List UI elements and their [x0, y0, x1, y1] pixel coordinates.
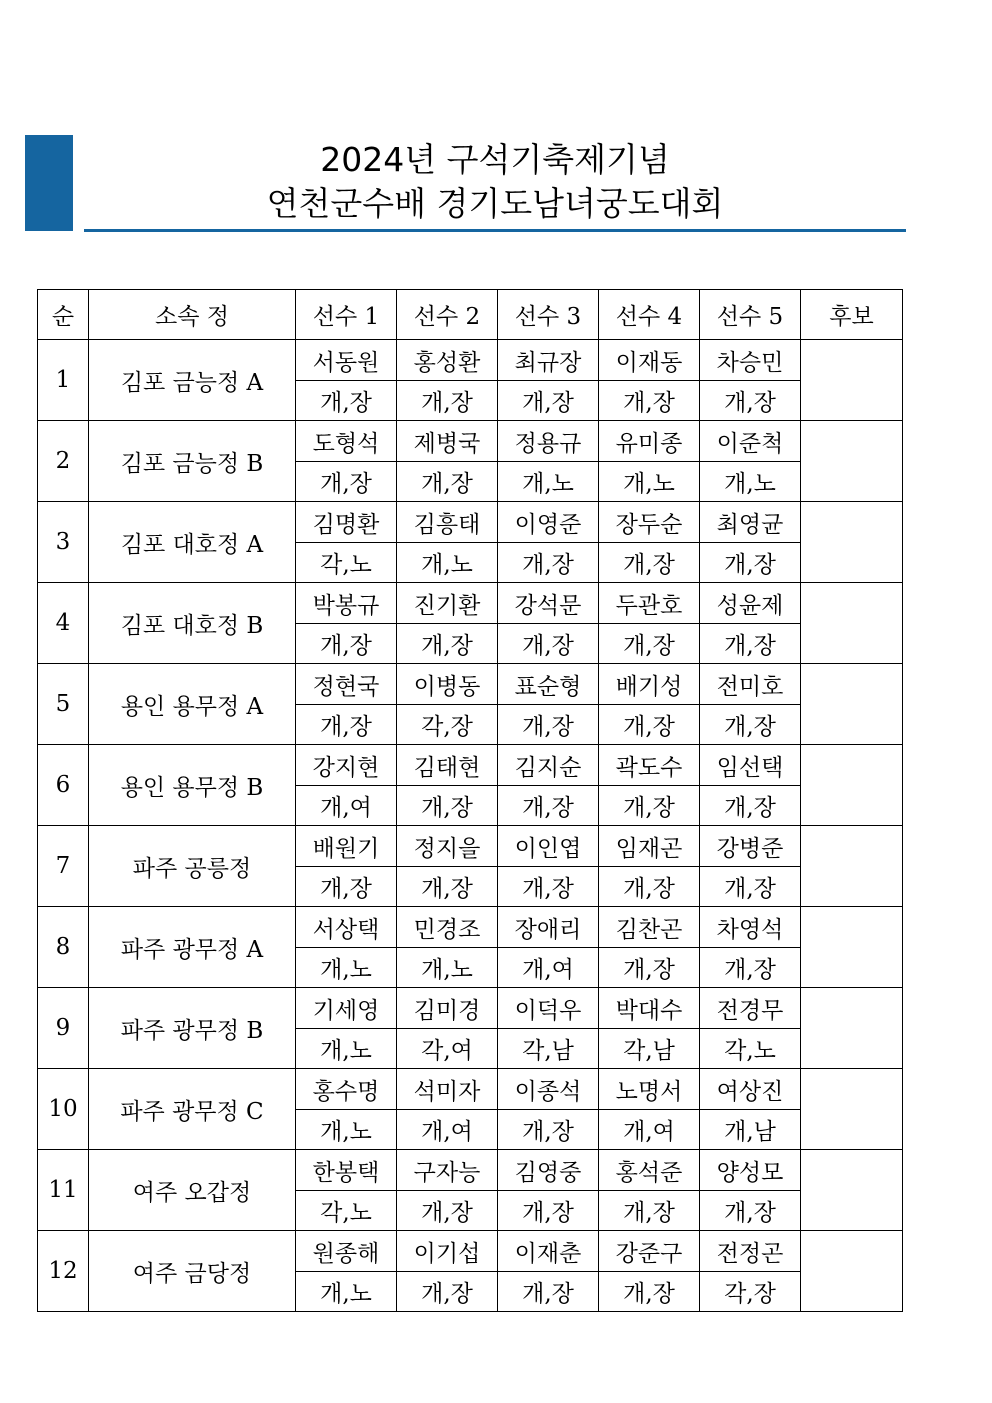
player-name: 도형석 — [296, 421, 397, 462]
player-grade: 각,노 — [296, 543, 397, 583]
player-grade: 개,장 — [397, 462, 498, 502]
player-name: 이영준 — [498, 502, 599, 543]
player-grade: 개,장 — [700, 1191, 801, 1231]
team-substitute — [801, 826, 903, 907]
player-grade: 개,장 — [296, 867, 397, 907]
team-substitute — [801, 340, 903, 421]
player-name: 여상진 — [700, 1069, 801, 1110]
player-grade: 개,장 — [498, 867, 599, 907]
team-club: 용인 용무정 B — [89, 745, 296, 826]
player-name: 이인엽 — [498, 826, 599, 867]
player-name: 구자능 — [397, 1150, 498, 1191]
player-name: 홍석준 — [599, 1150, 700, 1191]
player-name: 배기성 — [599, 664, 700, 705]
player-grade: 개,노 — [599, 462, 700, 502]
player-name: 장애리 — [498, 907, 599, 948]
team-number: 8 — [38, 907, 89, 988]
player-grade: 개,장 — [700, 705, 801, 745]
player-name: 최규장 — [498, 340, 599, 381]
team-club: 파주 광무정 B — [89, 988, 296, 1069]
player-name: 임선택 — [700, 745, 801, 786]
player-name: 두관호 — [599, 583, 700, 624]
roster-body — [38, 340, 903, 1312]
team-club: 파주 광무정 A — [89, 907, 296, 988]
team-club: 김포 대호정 B — [89, 583, 296, 664]
team-row-names — [38, 988, 903, 1029]
team-row-names — [38, 421, 903, 462]
player-name: 민경조 — [397, 907, 498, 948]
player-name: 곽도수 — [599, 745, 700, 786]
player-grade: 각,노 — [700, 1029, 801, 1069]
team-substitute — [801, 1150, 903, 1231]
player-name: 홍성환 — [397, 340, 498, 381]
player-name: 양성모 — [700, 1150, 801, 1191]
player-grade: 개,장 — [498, 1110, 599, 1150]
player-grade: 개,노 — [296, 1110, 397, 1150]
team-substitute — [801, 745, 903, 826]
player-name: 김찬곤 — [599, 907, 700, 948]
player-grade: 각,남 — [498, 1029, 599, 1069]
team-substitute — [801, 1231, 903, 1312]
player-grade: 개,장 — [700, 867, 801, 907]
player-grade: 개,장 — [397, 381, 498, 421]
player-grade: 개,장 — [397, 1272, 498, 1312]
player-name: 정지을 — [397, 826, 498, 867]
title-line-2: 연천군수배 경기도남녀궁도대회 — [266, 184, 724, 223]
player-name: 원종해 — [296, 1231, 397, 1272]
player-name: 성윤제 — [700, 583, 801, 624]
player-grade: 개,노 — [296, 1029, 397, 1069]
team-substitute — [801, 907, 903, 988]
team-substitute — [801, 421, 903, 502]
player-name: 임재곤 — [599, 826, 700, 867]
player-name: 이덕우 — [498, 988, 599, 1029]
player-grade: 개,장 — [700, 948, 801, 988]
team-row-names — [38, 1069, 903, 1110]
player-grade: 개,장 — [498, 705, 599, 745]
player-grade: 개,노 — [296, 948, 397, 988]
player-name: 이병동 — [397, 664, 498, 705]
player-name: 차영석 — [700, 907, 801, 948]
title-line-1: 2024년 구석기축제기념 — [320, 140, 670, 179]
player-name: 정용규 — [498, 421, 599, 462]
player-grade: 개,노 — [296, 1272, 397, 1312]
player-name: 이기섭 — [397, 1231, 498, 1272]
player-name: 이재동 — [599, 340, 700, 381]
player-grade: 개,장 — [599, 1191, 700, 1231]
team-club: 김포 금능정 B — [89, 421, 296, 502]
team-row-names — [38, 826, 903, 867]
header-player-4: 선수 4 — [599, 290, 700, 340]
player-name: 강병준 — [700, 826, 801, 867]
player-name: 김흥태 — [397, 502, 498, 543]
player-grade: 개,장 — [296, 381, 397, 421]
player-grade: 개,장 — [397, 786, 498, 826]
team-number: 6 — [38, 745, 89, 826]
player-grade: 개,장 — [599, 624, 700, 664]
team-row-names — [38, 745, 903, 786]
player-grade: 개,여 — [599, 1110, 700, 1150]
player-name: 서동원 — [296, 340, 397, 381]
player-grade: 개,장 — [599, 705, 700, 745]
player-grade: 개,장 — [498, 1191, 599, 1231]
player-grade: 개,장 — [397, 867, 498, 907]
player-name: 차승민 — [700, 340, 801, 381]
player-grade: 개,장 — [599, 1272, 700, 1312]
player-name: 서상택 — [296, 907, 397, 948]
team-club: 김포 대호정 A — [89, 502, 296, 583]
header-player-1: 선수 1 — [296, 290, 397, 340]
team-row-names — [38, 1150, 903, 1191]
player-grade: 개,장 — [498, 1272, 599, 1312]
team-number: 10 — [38, 1069, 89, 1150]
team-club: 여주 오갑정 — [89, 1150, 296, 1231]
player-grade: 개,노 — [397, 948, 498, 988]
player-grade: 개,장 — [700, 624, 801, 664]
player-name: 박대수 — [599, 988, 700, 1029]
team-club: 파주 광무정 C — [89, 1069, 296, 1150]
player-grade: 개,장 — [700, 786, 801, 826]
player-name: 홍수명 — [296, 1069, 397, 1110]
header-player-5: 선수 5 — [700, 290, 801, 340]
team-number: 2 — [38, 421, 89, 502]
header-player-2: 선수 2 — [397, 290, 498, 340]
player-name: 김지순 — [498, 745, 599, 786]
player-grade: 개,장 — [599, 381, 700, 421]
player-grade: 개,장 — [397, 1191, 498, 1231]
team-row-names — [38, 583, 903, 624]
player-name: 강석문 — [498, 583, 599, 624]
player-name: 강준구 — [599, 1231, 700, 1272]
player-grade: 개,여 — [498, 948, 599, 988]
team-club: 용인 용무정 A — [89, 664, 296, 745]
player-name: 전미호 — [700, 664, 801, 705]
player-grade: 개,노 — [700, 462, 801, 502]
team-roster-table — [37, 289, 903, 1312]
player-grade: 각,장 — [397, 705, 498, 745]
player-grade: 개,여 — [296, 786, 397, 826]
team-club: 파주 공릉정 — [89, 826, 296, 907]
player-name: 기세영 — [296, 988, 397, 1029]
player-grade: 각,여 — [397, 1029, 498, 1069]
team-substitute — [801, 1069, 903, 1150]
player-name: 이재춘 — [498, 1231, 599, 1272]
player-grade: 개,남 — [700, 1110, 801, 1150]
player-grade: 개,장 — [599, 786, 700, 826]
team-row-names — [38, 664, 903, 705]
header-substitute: 후보 — [801, 290, 903, 340]
player-name: 박봉규 — [296, 583, 397, 624]
document-title — [84, 138, 906, 226]
player-name: 김명환 — [296, 502, 397, 543]
player-grade: 개,장 — [700, 381, 801, 421]
player-grade: 개,노 — [498, 462, 599, 502]
player-grade: 개,장 — [599, 543, 700, 583]
team-number: 12 — [38, 1231, 89, 1312]
player-grade: 개,장 — [296, 705, 397, 745]
team-number: 5 — [38, 664, 89, 745]
player-grade: 각,노 — [296, 1191, 397, 1231]
player-name: 유미종 — [599, 421, 700, 462]
player-name: 전경무 — [700, 988, 801, 1029]
player-name: 전정곤 — [700, 1231, 801, 1272]
player-name: 노명서 — [599, 1069, 700, 1110]
player-grade: 각,남 — [599, 1029, 700, 1069]
player-grade: 개,장 — [498, 543, 599, 583]
header-player-3: 선수 3 — [498, 290, 599, 340]
player-name: 이준척 — [700, 421, 801, 462]
player-grade: 개,장 — [599, 867, 700, 907]
player-name: 배원기 — [296, 826, 397, 867]
player-grade: 개,장 — [498, 624, 599, 664]
team-number: 11 — [38, 1150, 89, 1231]
team-number: 7 — [38, 826, 89, 907]
player-grade: 개,장 — [599, 948, 700, 988]
team-club: 여주 금당정 — [89, 1231, 296, 1312]
player-name: 제병국 — [397, 421, 498, 462]
player-name: 최영균 — [700, 502, 801, 543]
player-name: 정현국 — [296, 664, 397, 705]
title-accent-bar — [25, 135, 73, 231]
player-name: 진기환 — [397, 583, 498, 624]
player-grade: 개,노 — [397, 543, 498, 583]
team-substitute — [801, 502, 903, 583]
header-club: 소속 정 — [89, 290, 296, 340]
team-row-names — [38, 1231, 903, 1272]
team-club: 김포 금능정 A — [89, 340, 296, 421]
table-header-row — [38, 290, 903, 340]
player-grade: 개,장 — [498, 381, 599, 421]
player-name: 김태현 — [397, 745, 498, 786]
player-name: 김영중 — [498, 1150, 599, 1191]
player-grade: 각,장 — [700, 1272, 801, 1312]
team-row-names — [38, 907, 903, 948]
team-number: 9 — [38, 988, 89, 1069]
player-grade: 개,장 — [700, 543, 801, 583]
player-name: 김미경 — [397, 988, 498, 1029]
team-row-names — [38, 502, 903, 543]
team-number: 3 — [38, 502, 89, 583]
team-number: 1 — [38, 340, 89, 421]
team-row-names — [38, 340, 903, 381]
team-number: 4 — [38, 583, 89, 664]
player-grade: 개,장 — [296, 624, 397, 664]
team-substitute — [801, 988, 903, 1069]
player-grade: 개,여 — [397, 1110, 498, 1150]
player-name: 강지현 — [296, 745, 397, 786]
header-number: 순 — [38, 290, 89, 340]
player-name: 장두순 — [599, 502, 700, 543]
title-underline — [84, 229, 906, 232]
player-grade: 개,장 — [397, 624, 498, 664]
player-name: 석미자 — [397, 1069, 498, 1110]
player-name: 한봉택 — [296, 1150, 397, 1191]
team-substitute — [801, 583, 903, 664]
team-substitute — [801, 664, 903, 745]
player-name: 이종석 — [498, 1069, 599, 1110]
player-name: 표순형 — [498, 664, 599, 705]
player-grade: 개,장 — [498, 786, 599, 826]
player-grade: 개,장 — [296, 462, 397, 502]
